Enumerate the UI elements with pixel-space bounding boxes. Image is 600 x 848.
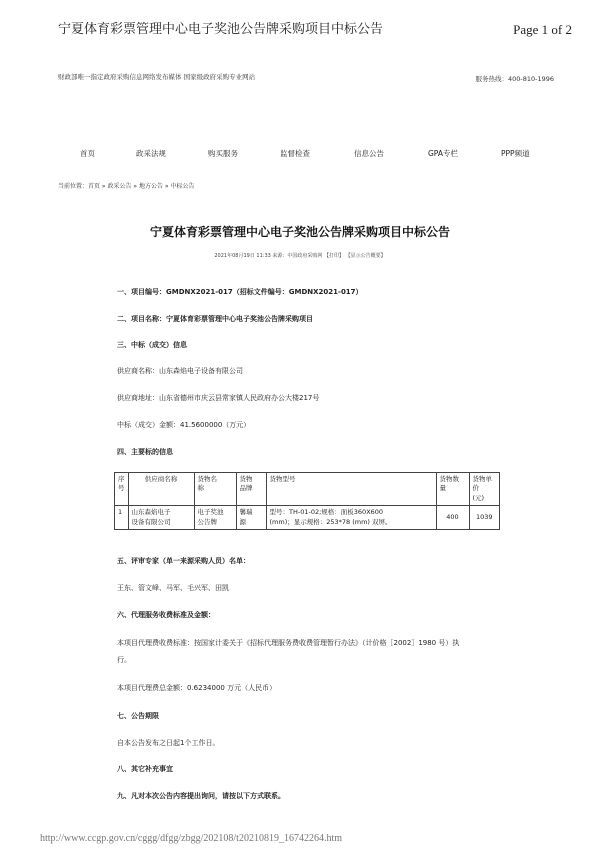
cell-supplier: 山东森焰电子 设备有限公司 (131, 508, 171, 526)
section-main-items: 四、主要标的信息 (117, 448, 173, 456)
page-number: Page 1 of 2 (513, 22, 572, 37)
section-project-name: 二、项目名称：宁夏体育彩票管理中心电子奖池公告牌采购项目 (117, 315, 313, 323)
fee-standard-cont: 行。 (117, 656, 131, 664)
nav-item-supervision[interactable]: 监督检查 (280, 149, 310, 158)
supplier-address: 供应商地址：山东省德州市庆云县常家镇人民政府办公大楼217号 (117, 394, 320, 402)
nav-item-home[interactable]: 首页 (80, 149, 95, 158)
header-brand: 货物 品牌 (239, 475, 253, 493)
nav-item-gpa[interactable]: GPA专栏 (428, 149, 458, 158)
section-award-info: 三、中标（成交）信息 (117, 341, 187, 349)
header-supplier: 供应商名称 (144, 475, 178, 483)
table-header-row (115, 473, 500, 506)
fee-total: 本项目代理费总金额：0.6234000 万元（人民币） (117, 684, 277, 692)
section-agency-fee: 六、代理服务收费标准及金额： (117, 611, 215, 619)
section-supplementary: 八、其它补充事宜 (117, 765, 173, 773)
section-contact: 九、凡对本次公告内容提出询问，请按以下方式联系。 (117, 792, 285, 800)
header-seq: 序 号 (118, 475, 125, 493)
fee-standard: 本项目代理费收费标准：按国家计委关于《招标代理服务费收费管理暂行办法》（计价格［2002］1980 号）执 (117, 639, 460, 647)
award-amount: 中标（成交）金额：41.5600000（万元） (117, 421, 251, 429)
document-title: 宁夏体育彩票管理中心电子奖池公告牌采购项目中标公告 (58, 22, 384, 37)
header-unit-price: 货物单价 (元) (472, 475, 492, 502)
nav-item-ppp[interactable]: PPP频道 (501, 149, 530, 158)
section-notice-period: 七、公告期限 (117, 712, 159, 720)
header-model: 货物型号 (269, 475, 296, 483)
breadcrumb: 当前位置：首页 » 政采公告 » 地方公告 » 中标公告 (58, 183, 195, 190)
service-hotline: 服务热线：400-810-1996 (475, 75, 554, 83)
section-project-number: 一、项目编号：GMDNX2021-017（招标文件编号：GMDNX2021-017） (117, 288, 363, 296)
cell-goods-name: 电子奖池 公告牌 (197, 508, 224, 526)
cell-seq: 1 (118, 508, 123, 517)
section-experts: 五、评审专家（单一来源采购人员）名单： (117, 557, 250, 565)
nav-item-announcements[interactable]: 信息公告 (354, 149, 384, 158)
header-quantity: 货物数 量 (439, 475, 459, 493)
supplier-name: 供应商名称：山东森焰电子设备有限公司 (117, 367, 243, 375)
notice-period: 自本公告发布之日起1个工作日。 (117, 739, 220, 747)
announcement-title: 宁夏体育彩票管理中心电子奖池公告牌采购项目中标公告 (149, 225, 450, 239)
header-goods-name: 货物名 称 (197, 475, 217, 493)
page-url: http://www.ccgp.gov.cn/cggg/dfgg/zbgg/202108/t20210819_16742264.htm (40, 833, 343, 844)
nav-item-services[interactable]: 购买服务 (208, 149, 238, 158)
expert-list: 王东、管文峰、马军、毛兴军、田凯 (117, 584, 229, 592)
table-row (115, 506, 500, 530)
site-tagline: 财政部唯一指定政府采购信息网络发布媒体 国家级政府采购专业网站 (58, 73, 256, 81)
cell-brand: 馨瑞 源 (239, 508, 253, 526)
cell-quantity: 400 (446, 512, 459, 521)
main-items-table (114, 472, 500, 530)
announcement-meta: 2021年08月19日 11:33 来源：中国政府采购网 【打印】 【显示公告概要】 (214, 253, 386, 259)
nav-item-regulations[interactable]: 政采法规 (136, 149, 166, 158)
main-nav (58, 148, 560, 162)
cell-model: 型号：TH-01-02;规格：面板360X600 (mm)；显示规格：253*78 (mm) 双屏。 (269, 508, 392, 526)
cell-unit-price: 1039 (475, 512, 493, 521)
